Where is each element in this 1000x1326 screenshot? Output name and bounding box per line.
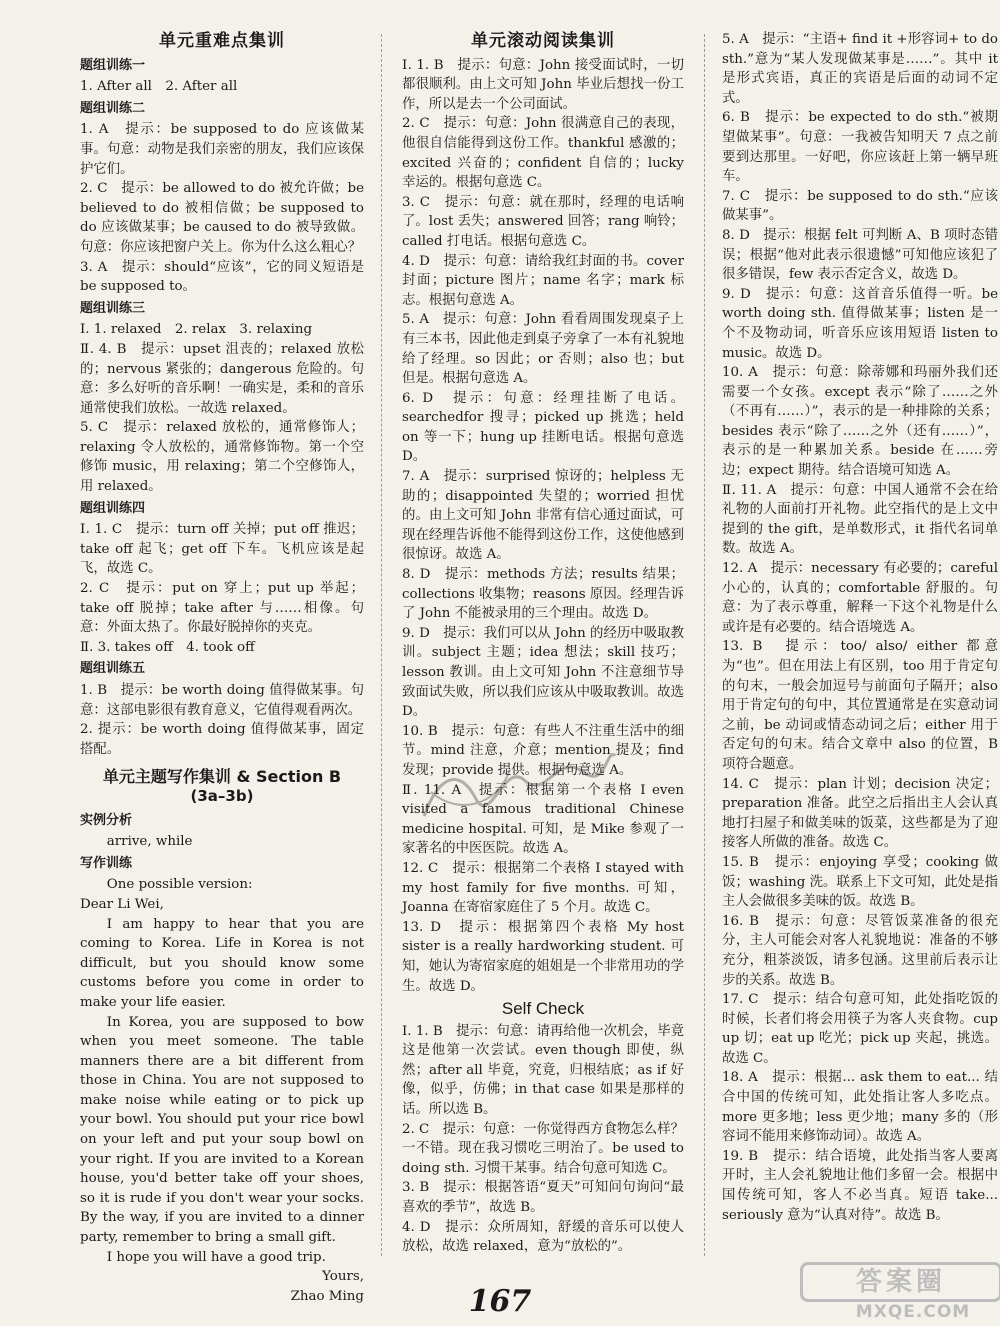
- answer-paragraph: 8. D 提示：根据 felt 可判断 A、B 项时态错误；根据“他对此表示很遗憾”可知他应该犯了很多错误，few 表示否定含义，故选 D。: [722, 227, 998, 283]
- answer-paragraph: 4. D 提示：众所周知，舒缓的音乐可以使人放松，故选 relaxed，意为“放松的”。: [402, 1219, 684, 1255]
- answer-paragraph: 7. C 提示：be supposed to do sth.“应该做某事”。: [722, 188, 998, 224]
- subsection-heading: 题组训练一: [80, 57, 146, 73]
- letter-signoff: Yours,: [322, 1269, 364, 1285]
- letter-paragraph: I am happy to hear that you are coming to Korea. Life in Korea is not difficult, but you should know some customs before you come in order to make your life easier.: [80, 916, 364, 1010]
- section-subtitle: (3a–3b): [190, 786, 254, 805]
- answer-paragraph: Ⅰ. 1. B 提示：句意：请再给他一次机会，毕竟这是他第一次尝试。even though 即使，纵然；after all 毕竟，究竟，归根结底；as if 好像，似乎，仿佛；in that case 如果是那样的话。所以选 B。: [402, 1023, 684, 1118]
- watermark-url: MXQE.COM: [855, 1302, 971, 1322]
- answer-paragraph: 2. 提示：be worth doing 值得做某事，固定搭配。: [80, 722, 364, 757]
- answer-paragraph: 5. A 提示：“主语+ find it +形容词+ to do sth.”意为“某人发现做某事是……”。其中 it 是形式宾语，真正的宾语是后面的动词不定式。: [722, 32, 998, 106]
- answer-paragraph: Ⅱ. 3. takes off 4. took off: [80, 639, 255, 655]
- answer-paragraph: 1. A 提示：be supposed to do 应该做某事。句意：动物是我们亲密的朋友，我们应该保护它们。: [80, 122, 364, 177]
- section-title: 单元重难点集训: [159, 31, 285, 51]
- answer-paragraph: 18. A 提示：根据... ask them to eat... 结合中国的传统可知，此处指让客人多吃点。more 更多地；less 更少地；many 多的（形容词不能用来修饰动词）。故选 A。: [722, 1070, 998, 1145]
- answer-paragraph: 2. C 提示：句意：一你觉得西方食物怎么样？一不错。现在我习惯吃三明治了。be used to doing sth. 习惯干某事。结合句意可知选 C。: [402, 1121, 684, 1176]
- answer-paragraph: 7. A 提示：surprised 惊讶的；helpless 无助的；disappointed 失望的；worried 担忧的。由上文可知 John 非常有信心通过面试，可现在经理告诉他不能得到这份工作，这使他感到很惊讶。故选 A。: [402, 469, 684, 563]
- subsection-heading: 题组训练四: [80, 500, 146, 516]
- subsection-heading: 题组训练三: [80, 300, 146, 316]
- answer-paragraph: 13. B 提示：too/ also/ either 都意为“也”。但在用法上有区别，too 用于肯定句的句末，一般会加逗号与前面句子隔开；also 用于肯定句的句中，其位置通常是在实意动词之前，be 动词或情态动词之后；either 用于否定句的句末。结合文章中 also 的位置，B 项符合题意。: [722, 639, 998, 772]
- answer-paragraph: 3. A 提示：should“应该”，它的同义短语是 be supposed to。: [80, 259, 364, 295]
- answer-paragraph: 17. C 提示：结合句意可知，此处指吃饭的时候，长者们将会用筷子为客人夹食物。cup up 切；eat up 吃光；pick up 夹起，挑选。故选 C。: [722, 992, 998, 1066]
- section-title: 单元滚动阅读集训: [471, 31, 615, 51]
- column-divider-2: [704, 34, 705, 1256]
- answer-paragraph: 12. A 提示：necessary 有必要的；careful 小心的，认真的；comfortable 舒服的。句意：为了表示尊重，解释一下这个礼物是什么或许是有必要的。结合语境选 A。: [722, 561, 998, 635]
- answer-paragraph: Ⅰ. 1. B 提示：句意：John 接受面试时，一切都很顺利。由上文可知 John 毕业后想找一份工作，所以是去一个公司面试。: [402, 57, 684, 112]
- letter-paragraph: In Korea, you are supposed to bow when you meet someone. The table manners there are a bit different from those in China. You are not supposed to make noise while eating or to pick up your bowl. You should put your rice bowl on your left and put your soup bowl on your right. If you are invited to a Korean house, you'd better take off your shoes, so it is rude if you don't wear your socks. By the way, if you are invited to a dinner party, remember to bring a small gift.: [80, 1014, 364, 1246]
- letter-paragraph: I hope you will have a good trip.: [106, 1249, 326, 1265]
- page-number: 167: [468, 1284, 532, 1319]
- answer-paragraph: 1. After all 2. After all: [80, 79, 238, 95]
- answer-paragraph: 10. B 提示：句意：有些人不注重生活中的细节。mind 注意，介意；mention 提及；find 发现；provide 提供。根据句意选 A。: [402, 723, 684, 778]
- answer-paragraph: 10. A 提示：句意：除蒂娜和玛丽外我们还需要一个女孩。except 表示“除了……之外（不再有……）”，表示的是一种排除的关系；besides 表示“除了……之外（还有……）”，表示的是一种累加关系。beside 在……旁边；expect 期待。结合语境可知选 A。: [722, 365, 998, 479]
- answer-paragraph: One possible version:: [80, 877, 253, 893]
- answer-paragraph: 12. C 提示：根据第二个表格 I stayed with my host family for five months. 可知，Joanna 在寄宿家庭住了 5 个月。故选 C。: [402, 860, 684, 916]
- answer-paragraph: 13. D 提示：根据第四个表格 My host sister is a really hardworking student. 可知，她认为寄宿家庭的姐姐是一个非常用功的学生。故选 D。: [402, 919, 684, 994]
- column-divider-1: [381, 34, 382, 1256]
- answer-paragraph: 14. C 提示：plan 计划；decision 决定；preparation 准备。此空之后指出主人会认真地打扫屋子和做美味的饭菜，这些都是为了迎接客人所做的准备。故选 C。: [722, 776, 998, 851]
- answer-paragraph: Ⅰ. 1. relaxed 2. relax 3. relaxing: [80, 322, 313, 338]
- answer-paragraph: 9. D 提示：句意：这首音乐值得一听。be worth doing sth. 值得做某事；listen 是一个不及物动词，听音乐应该用短语 listen to music。故选 D。: [722, 286, 998, 361]
- left-column: [80, 30, 364, 1306]
- answer-paragraph: 4. D 提示：句意：请给我红封面的书。cover 封面；picture 图片；name 名字；mark 标志。根据句意选 A。: [402, 253, 684, 308]
- section-title: 单元主题写作集训 & Section B: [102, 767, 342, 787]
- answer-paragraph: 9. D 提示：我们可以从 John 的经历中吸取教训。subject 主题；idea 想法；skill 技巧；lesson 教训。由上文可知 John 不注意细节导致面试失败，所以我们应该从中吸取教训。故选 D。: [402, 625, 684, 720]
- answer-paragraph: 2. C 提示：be allowed to do 被允许做；be believed to do 被相信做；be supposed to do 应该做某事；be caused to do 被导致做。句意：你应该把窗户关上。你为什么这么粗心？: [80, 181, 364, 255]
- answer-paragraph: 3. C 提示：句意：就在那时，经理的电话响了。lost 丢失；answered 回答；rang 响铃；called 打电话。根据句意选 C。: [402, 194, 685, 249]
- answer-paragraph: 5. C 提示：relaxed 放松的，通常修饰人；relaxing 令人放松的，通常修饰物。第一个空修饰 music，用 relaxing；第二个空修饰人，用 relaxed。: [80, 420, 364, 495]
- subsection-heading: 题组训练五: [80, 661, 146, 677]
- answer-paragraph: 15. B 提示：enjoying 享受；cooking 做饭；washing 洗。联系上下文可知，此处是指主人会做很多美味的饭。故选 B。: [722, 854, 998, 910]
- subsection-heading: 写作训练: [80, 855, 133, 871]
- watermark-logo: 答案圈: [800, 1262, 1000, 1302]
- answer-paragraph: 8. D 提示：methods 方法；results 结果；collections 收集物；reasons 原因。经理告诉了 John 不能被录用的三个理由。故选 D。: [402, 567, 684, 622]
- right-column: [722, 30, 998, 1225]
- answer-paragraph: 19. B 提示：结合语境，此处指当客人要离开时，主人会礼貌地让他们多留一会。根据中国传统可知，客人不必当真。短语 take... seriously 意为“认真对待”。故选 B。: [722, 1148, 998, 1223]
- answer-paragraph: 5. A 提示：句意：John 看看周围发现桌子上有三本书，因此他走到桌子旁拿了一本有礼貌地给了经理。so 因此；or 否则；also 也；but 但是。根据句意选 A。: [402, 312, 684, 387]
- answer-paragraph: 6. D 提示：句意：经理挂断了电话。searchedfor 搜寻；picked up 挑选；held on 等一下；hung up 挂断电话。根据句意选 D。: [402, 390, 684, 465]
- answer-paragraph: 2. C 提示：put on 穿上；put up 举起；take off 脱掉；take after 与……相像。句意：外面太热了。你最好脱掉你的夹克。: [80, 581, 364, 636]
- answer-paragraph: arrive, while: [80, 834, 193, 850]
- answer-paragraph: Ⅱ. 4. B 提示：upset 沮丧的；relaxed 放松的；nervous 紧张的；dangerous 危险的。句意：多么好听的音乐啊！一确实是，柔和的音乐通常使我们放松。一故选 relaxed。: [80, 341, 364, 416]
- section-title: Self Check: [501, 999, 585, 1019]
- answer-paragraph: 1. B 提示：be worth doing 值得做某事。句意：这部电影很有教育意义，它值得观看两次。: [80, 683, 364, 718]
- answer-paragraph: Ⅰ. 1. C 提示：turn off 关掉；put off 推迟；take off 起飞；get off 下车。飞机应该是起飞，故选 C。: [80, 522, 364, 577]
- answer-paragraph: 16. B 提示：句意：尽管饭菜准备的很充分，主人可能会对客人礼貌地说：准备的不够充分，粗茶淡饭，请多包涵。这里前后表示让步的关系。故选 B。: [722, 913, 998, 988]
- letter-signoff: Zhao Ming: [290, 1288, 364, 1304]
- subsection-heading: 实例分析: [80, 812, 133, 828]
- answer-paragraph: 2. C 提示：句意：John 很满意自己的表现，他很自信能得到这份工作。thankful 感激的；excited 兴奋的；confident 自信的；lucky 幸运的。根据句意选 C。: [402, 116, 684, 191]
- subsection-heading: 题组训练二: [80, 100, 146, 116]
- answer-paragraph: Dear Li Wei,: [80, 896, 164, 912]
- answer-paragraph: 6. B 提示：be expected to do sth.“被期望做某事”。句意：一我被告知明天 7 点之前要到达那里。一好吧，你应该赶上第一辆早班车。: [722, 110, 998, 185]
- answer-paragraph: Ⅱ. 11. A 提示：根据第一个表格 I even visited a famous traditional Chinese medicine hospital. 可知，是 Mike 参观了一家著名的中医医院。故选 A。: [402, 782, 684, 857]
- answer-paragraph: 3. B 提示：根据答语“夏天”可知问句询问“最喜欢的季节”，故选 B。: [402, 1180, 684, 1216]
- answer-paragraph: Ⅱ. 11. A 提示：句意：中国人通常不会在给礼物的人面前打开礼物。此空指代的是上文中提到的 the gift，是单数形式，it 指代名词单数。故选 A。: [722, 482, 998, 557]
- middle-column: [402, 30, 684, 1257]
